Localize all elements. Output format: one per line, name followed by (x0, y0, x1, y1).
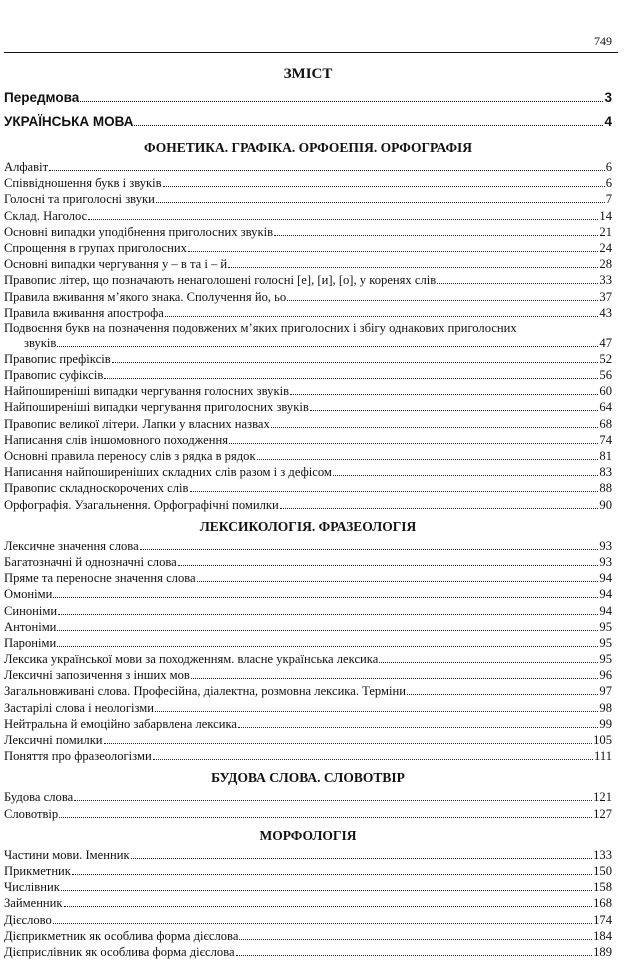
toc-entry-page: 74 (599, 432, 612, 447)
toc-entry[interactable] (4, 944, 612, 960)
header-rule (4, 52, 618, 53)
leader-dots (190, 491, 599, 492)
toc-entry-label: Правопис великої літери. Лапки у власних назвах (4, 416, 270, 431)
leader-dots (274, 235, 598, 236)
leader-dots (188, 251, 598, 252)
leader-dots (112, 362, 599, 363)
toc-sections (4, 137, 612, 960)
toc-entry-label: Омоніми (4, 587, 53, 602)
toc-entry-page: 24 (599, 240, 612, 255)
leader-dots (140, 549, 599, 550)
toc-entry-page: 95 (599, 619, 612, 634)
toc-entry-page: 96 (599, 668, 612, 683)
leader-dots (80, 101, 603, 102)
toc-entry-label: Синоніми (4, 603, 58, 618)
toc-entry[interactable] (4, 619, 612, 635)
toc-entry-continuation (4, 336, 612, 351)
table-of-contents (4, 62, 612, 960)
toc-entry[interactable] (4, 464, 612, 480)
leader-dots (57, 646, 598, 647)
toc-entry-page: 158 (593, 880, 612, 895)
toc-entry-page: 98 (599, 700, 612, 715)
toc-entry-label: Числівник (4, 880, 60, 895)
toc-entry[interactable] (4, 159, 612, 175)
toc-entry-page: 99 (599, 716, 612, 731)
toc-entry-label: Основні випадки чергування у – в та і – й (4, 257, 228, 272)
toc-entry-page: 21 (599, 224, 612, 239)
toc-entry[interactable] (4, 224, 612, 240)
toc-entry[interactable] (4, 603, 612, 619)
toc-entry[interactable] (4, 806, 612, 822)
leader-dots (333, 475, 599, 476)
toc-entry[interactable] (4, 554, 612, 570)
toc-entry[interactable] (4, 191, 612, 207)
toc-entry[interactable] (4, 383, 612, 399)
toc-entry[interactable] (4, 586, 612, 602)
toc-entry[interactable] (4, 208, 612, 224)
leader-dots (229, 443, 598, 444)
leader-dots (271, 427, 599, 428)
leader-dots (197, 581, 599, 582)
toc-entry-page: 14 (599, 208, 612, 223)
toc-entry[interactable] (4, 416, 612, 432)
toc-entry-page: 33 (599, 273, 612, 288)
section-heading: БУДОВА СЛОВА. СЛОВОТВІР (211, 770, 405, 786)
leader-dots (191, 678, 599, 679)
toc-entry[interactable] (4, 912, 612, 928)
toc-entry-label: Передмова (4, 90, 80, 105)
toc-entry-label: Займенник (4, 896, 63, 911)
toc-entry[interactable] (4, 538, 612, 554)
toc-entry-page: 189 (593, 944, 612, 959)
toc-entry-label: Написання слів іншомовного походження (4, 432, 229, 447)
leader-dots (287, 300, 598, 301)
toc-entry-label: Основні випадки уподібнення приголосних звуків (4, 224, 274, 239)
toc-entry[interactable] (4, 847, 612, 863)
toc-entry-label: Пряме та переносне значення слова (4, 571, 196, 586)
toc-entry-label: Найпоширеніші випадки чергування голосних звуків (4, 384, 290, 399)
toc-entry-label: Лексичне значення слова (4, 538, 139, 553)
toc-entry-label: Алфавіт (4, 160, 49, 174)
leader-dots (165, 316, 599, 317)
toc-entry-label: Основні правила переносу слів з рядка в рядок (4, 449, 256, 463)
toc-entry[interactable] (4, 789, 612, 805)
toc-entry-page: 68 (599, 416, 612, 431)
leader-dots (104, 743, 593, 744)
toc-entry-page: 90 (599, 497, 612, 512)
toc-entry[interactable] (4, 256, 612, 272)
toc-entry[interactable] (4, 432, 612, 448)
toc-entry-label: Дієприкметник як особлива форма дієслова (4, 928, 239, 943)
toc-entry-label: Частини мови. Іменник (4, 847, 130, 862)
toc-entry[interactable] (4, 667, 612, 683)
toc-entry-page: 6 (605, 176, 612, 191)
leader-dots (64, 906, 593, 907)
toc-entry-page: 60 (599, 384, 612, 399)
toc-entry-page: 7 (605, 192, 612, 207)
toc-entry[interactable] (4, 716, 612, 732)
toc-entry-page: 88 (599, 481, 612, 496)
page-number: 749 (594, 34, 612, 48)
toc-entry-label-continuation: звуків (24, 335, 57, 350)
toc-entry-page: 168 (593, 896, 612, 911)
leader-dots (53, 923, 592, 924)
toc-entry[interactable] (4, 879, 612, 895)
toc-entry-label: Загальновживані слова. Професійна, діалектна, розмовна лексика. Терміни (4, 684, 406, 699)
toc-entry-label: Співвідношення букв і звуків (4, 176, 162, 191)
leader-dots (49, 170, 605, 171)
toc-entry-label: УКРАЇНСЬКА МОВА (4, 114, 134, 129)
leader-dots (104, 378, 598, 379)
toc-entry-page: 47 (599, 335, 612, 350)
toc-entry-label: Спрощення в групах приголосних (4, 240, 187, 255)
leader-dots (228, 267, 598, 268)
toc-entry-label: Лексичні помилки (4, 733, 103, 747)
toc-entry-page: 95 (599, 652, 612, 667)
toc-entry-preface[interactable] (4, 86, 612, 110)
toc-entry-page: 3 (604, 90, 612, 105)
toc-entry-label: Словотвір (4, 806, 59, 821)
leader-dots (131, 858, 593, 859)
toc-entry-page: 105 (593, 733, 612, 747)
leader-dots (310, 410, 599, 411)
toc-entry-label: Правила вживання м’якого знака. Сполучення йо, ьо (4, 289, 287, 304)
toc-entry-page: 81 (599, 449, 612, 463)
toc-entry-page: 64 (599, 400, 612, 415)
leader-dots (238, 727, 598, 728)
leader-dots (155, 711, 598, 712)
toc-entry-page: 56 (599, 368, 612, 383)
toc-entry-page: 93 (599, 554, 612, 569)
toc-entry-label: Дієприслівник як особлива форма дієслова (4, 944, 235, 959)
toc-entry-page: 43 (599, 305, 612, 320)
toc-entry-label: Застарілі слова і неологізми (4, 700, 155, 715)
toc-entry[interactable] (4, 305, 612, 321)
leader-dots (58, 614, 598, 615)
section-heading: МОРФОЛОГІЯ (259, 827, 357, 843)
toc-entry[interactable] (4, 683, 612, 699)
toc-entry-label: Антоніми (4, 619, 57, 634)
toc-entry[interactable] (4, 700, 612, 716)
toc-entry[interactable] (4, 240, 612, 256)
toc-entry[interactable] (4, 863, 612, 879)
toc-entry[interactable] (4, 399, 612, 415)
toc-entry-page: 94 (599, 587, 612, 602)
toc-entry-label: Прикметник (4, 863, 71, 878)
toc-entry-page: 97 (599, 684, 612, 699)
leader-dots (407, 694, 598, 695)
leader-dots (437, 283, 598, 284)
toc-entry-page: 83 (599, 465, 612, 480)
leader-dots (156, 202, 605, 203)
section-heading: ФОНЕТИКА. ГРАФІКА. ОРФОЕПІЯ. ОРФОГРАФІЯ (143, 140, 473, 155)
toc-entry-ukrainian-language[interactable] (4, 110, 612, 134)
toc-entry-label: Лексичні запозичення з інших мов (4, 668, 190, 683)
toc-entry[interactable] (4, 895, 612, 911)
leader-dots (74, 800, 592, 801)
toc-entry-label: Будова слова (4, 790, 74, 805)
leader-dots (57, 346, 598, 347)
toc-entry-label: Голосні та приголосні звуки (4, 192, 155, 207)
leader-dots (290, 394, 598, 395)
toc-entry-label: Подвоєння букв на позначення подовжених м’яких приголосних і збігу однакових приголосних (4, 320, 517, 335)
leader-dots (163, 186, 605, 187)
toc-entry-page: 28 (599, 257, 612, 272)
toc-entry-page: 150 (593, 863, 612, 878)
toc-entry-label: Пароніми (4, 635, 57, 650)
toc-entry[interactable] (4, 289, 612, 305)
leader-dots (57, 630, 598, 631)
toc-entry-page: 174 (593, 912, 612, 927)
toc-entry-label: Правила вживання апострофа (4, 305, 164, 320)
toc-entry[interactable] (4, 175, 612, 191)
toc-entry-label: Правопис префіксів (4, 351, 111, 366)
leader-dots (257, 459, 599, 460)
toc-entry[interactable] (4, 651, 612, 667)
leader-dots (153, 759, 593, 760)
toc-entry[interactable] (4, 448, 612, 464)
toc-entry-label: Дієслово (4, 912, 52, 927)
toc-entry-page: 94 (599, 571, 612, 586)
leader-dots (53, 597, 598, 598)
leader-dots (379, 662, 598, 663)
leader-dots (72, 874, 592, 875)
toc-entry-page: 52 (599, 351, 612, 366)
toc-entry-page: 121 (593, 790, 612, 805)
leader-dots (178, 565, 599, 566)
leader-dots (239, 939, 592, 940)
toc-entry[interactable] (4, 928, 612, 944)
leader-dots (61, 890, 592, 891)
toc-title: ЗМІСТ (283, 66, 333, 82)
toc-entry-label: Нейтральна й емоційно забарвлена лексика (4, 716, 238, 731)
toc-entry-page: 37 (599, 289, 612, 304)
toc-entry-label: Написання найпоширеніших складних слів разом і з дефісом (4, 465, 332, 480)
toc-entry[interactable] (4, 635, 612, 651)
leader-dots (280, 508, 599, 509)
toc-entry[interactable] (4, 497, 612, 513)
toc-entry-label: Правопис літер, що позначають ненаголошені голосні [е], [и], [о], у коренях слів (4, 273, 437, 288)
section-heading: ЛЕКСИКОЛОГІЯ. ФРАЗЕОЛОГІЯ (199, 518, 417, 534)
toc-entry-page: 94 (599, 603, 612, 618)
toc-entry-label: Склад. Наголос (4, 208, 88, 223)
toc-entry[interactable] (4, 351, 612, 367)
toc-entry-page: 95 (599, 635, 612, 650)
leader-dots (88, 219, 598, 220)
toc-entry-label: Багатозначні й однозначні слова (4, 554, 177, 569)
toc-entry-page: 133 (593, 847, 612, 862)
toc-entry-page: 184 (593, 928, 612, 943)
toc-entry-page: 4 (604, 114, 612, 129)
toc-entry[interactable] (4, 732, 612, 748)
leader-dots (134, 125, 603, 126)
toc-entry-label: Лексика української мови за походженням. власне українська лексика (4, 652, 379, 667)
toc-entry-page: 6 (605, 160, 612, 174)
toc-entry[interactable] (4, 748, 612, 764)
toc-entry[interactable] (4, 321, 612, 351)
toc-entry[interactable] (4, 480, 612, 496)
toc-entry[interactable] (4, 570, 612, 586)
toc-entry-label: Правопис суфіксів (4, 368, 104, 383)
leader-dots (59, 817, 592, 818)
toc-entry-label: Правопис складноскорочених слів (4, 481, 189, 496)
toc-entry-label: Орфографія. Узагальнення. Орфографічні помилки (4, 497, 279, 512)
toc-entry[interactable] (4, 272, 612, 288)
toc-entry-page: 127 (593, 806, 612, 821)
toc-entry-page: 93 (599, 538, 612, 553)
leader-dots (236, 955, 593, 956)
toc-entry-page: 111 (594, 749, 612, 764)
toc-entry-label: Найпоширеніші випадки чергування приголосних звуків (4, 400, 309, 415)
toc-entry-label: Поняття про фразеологізми (4, 749, 152, 764)
toc-entry[interactable] (4, 367, 612, 383)
